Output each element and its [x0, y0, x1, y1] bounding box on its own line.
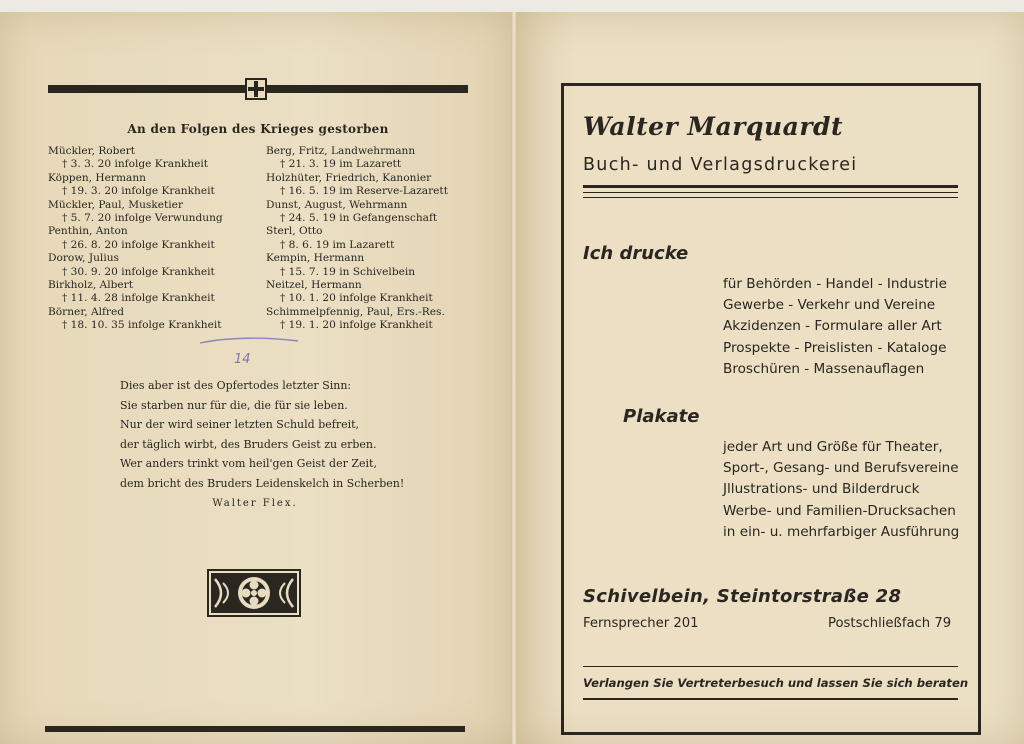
phone-number: Fernsprecher 201: [583, 616, 699, 631]
memorial-column-1: [48, 145, 223, 333]
entry-detail: † 19. 3. 20 infolge Krankheit: [62, 185, 215, 198]
section-title-printing: Ich drucke: [583, 243, 689, 264]
memorial-column-2: [266, 145, 448, 333]
entry-name: Neitzel, Hermann: [266, 279, 362, 292]
brand-name: Walter Marquardt: [583, 112, 844, 141]
entry-detail: † 18. 10. 35 infolge Krankheit: [62, 319, 222, 332]
divider: [583, 185, 958, 188]
divider: [583, 698, 958, 700]
entry-detail: † 8. 6. 19 im Lazarett: [280, 238, 395, 251]
poem-line: Dies aber ist des Opfertodes letzter Sinn:: [120, 379, 352, 392]
poem: [120, 376, 404, 493]
list-item: Prospekte - Preislisten - Kataloge: [723, 339, 947, 356]
poem-line: Nur der wird seiner letzten Schuld befreit,: [120, 418, 360, 431]
divider: [583, 192, 958, 193]
entry-name: Mückler, Robert: [48, 145, 136, 157]
poem-line: der täglich wirbt, des Bruders Geist zu erben.: [120, 437, 377, 451]
entry-detail: † 30. 9. 20 infolge Krankheit: [62, 265, 215, 278]
list-item: Werbe- und Familien-Drucksachen: [723, 502, 956, 519]
entry-detail: † 19. 1. 20 infolge Krankheit: [280, 319, 433, 332]
poem-line: Wer anders trinkt vom heil'gen Geist der Zeit,: [120, 457, 377, 470]
entry-name: Penthin, Anton: [48, 225, 128, 238]
list-item: Gewerbe - Verkehr und Vereine: [723, 297, 936, 314]
entry-detail: † 24. 5. 19 in Gefangenschaft: [280, 212, 438, 225]
divider: [583, 197, 958, 198]
list-item: für Behörden - Handel - Industrie: [723, 276, 947, 292]
entry-name: Holzhüter, Friedrich, Kanonier: [266, 171, 432, 184]
book-spine: [511, 12, 517, 744]
poem-author: Walter Flex.: [212, 498, 298, 509]
entry-name: Kempin, Hermann: [266, 252, 365, 265]
entry-detail: † 5. 7. 20 infolge Verwundung: [62, 212, 223, 225]
entry-name: Mückler, Paul, Musketier: [48, 198, 184, 211]
entry-name: Köppen, Hermann: [48, 171, 146, 184]
entry-detail: † 16. 5. 19 im Reserve-Lazarett: [280, 185, 448, 198]
entry-name: Dunst, August, Wehrmann: [266, 198, 408, 211]
footer-slogan: Verlangen Sie Vertreterbesuch und lassen Sie sich beraten: [583, 676, 969, 690]
list-item: Akzidenzen - Formulare aller Art: [723, 318, 942, 335]
list-item: Broschüren - Massenauflagen: [723, 360, 925, 377]
entry-name: Schimmelpfennig, Paul, Ers.-Res.: [266, 305, 445, 318]
poem-line: Sie starben nur für die, die für sie leben.: [120, 398, 348, 412]
pencil-annotation: [198, 335, 302, 369]
address: Schivelbein, Steintorstraße 28: [583, 586, 902, 607]
entry-detail: † 15. 7. 19 in Schivelbein: [280, 265, 416, 278]
list-item: in ein- u. mehrfarbiger Ausführung: [723, 523, 960, 540]
entry-detail: † 3. 3. 20 infolge Krankheit: [62, 158, 209, 171]
section-title-posters: Plakate: [623, 406, 700, 427]
posters-list: [723, 437, 959, 543]
entry-name: Sterl, Otto: [266, 225, 323, 238]
printing-list: [723, 274, 947, 380]
pencil-note: 14: [234, 352, 251, 367]
memorial-heading: An den Folgen des Krieges gestorben: [127, 122, 389, 136]
floral-vignette-icon: [207, 569, 301, 617]
iron-cross-icon: [245, 78, 267, 100]
list-item: Jllustrations- und Bilderdruck: [723, 481, 920, 498]
entry-name: Börner, Alfred: [48, 305, 125, 318]
list-item: jeder Art und Größe für Theater,: [723, 439, 943, 455]
brand-subtitle: Buch- und Verlagsdruckerei: [583, 155, 858, 175]
entry-detail: † 10. 1. 20 infolge Krankheit: [280, 292, 433, 305]
bottom-ornament-bar: [45, 726, 465, 732]
entry-detail: † 11. 4. 28 infolge Krankheit: [62, 292, 215, 305]
entry-name: Berg, Fritz, Landwehrmann: [266, 145, 416, 157]
poem-line: dem bricht des Bruders Leidenskelch in Scherben!: [120, 476, 405, 490]
entry-name: Birkholz, Albert: [48, 279, 133, 292]
postbox: Postschließfach 79: [828, 616, 952, 631]
entry-name: Dorow, Julius: [48, 252, 119, 265]
entry-detail: † 21. 3. 19 im Lazarett: [280, 158, 402, 171]
divider: [583, 666, 958, 667]
entry-detail: † 26. 8. 20 infolge Krankheit: [62, 238, 215, 251]
list-item: Sport-, Gesang- und Berufsvereine: [723, 460, 959, 477]
